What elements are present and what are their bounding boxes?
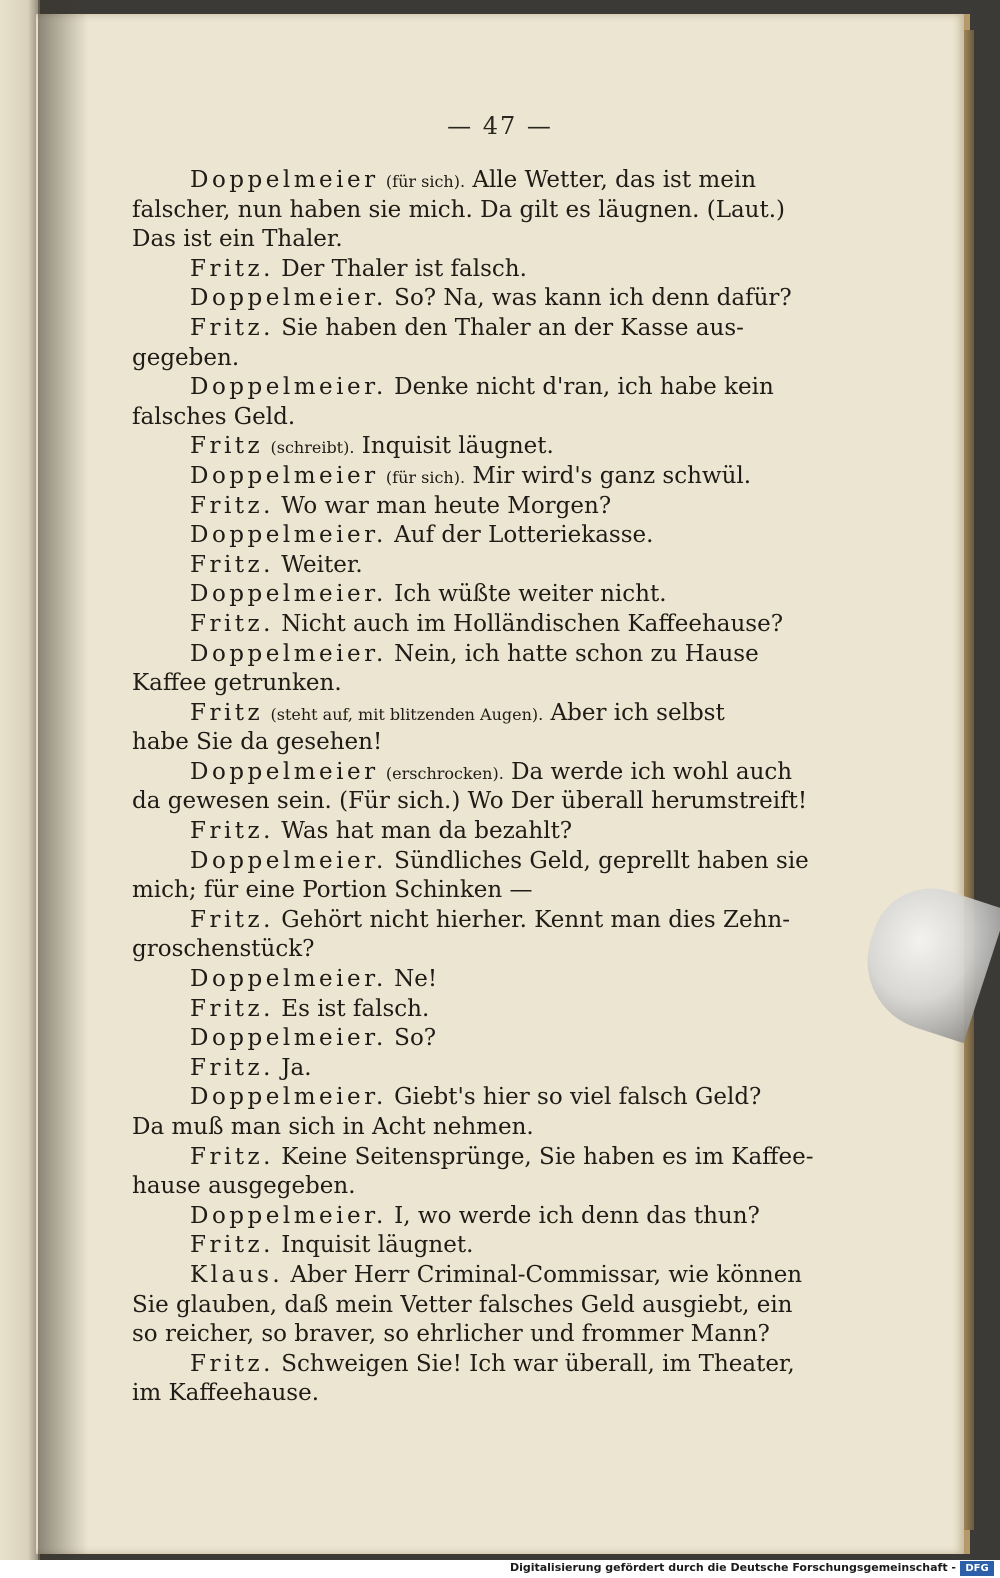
- text-line: [132, 1202, 832, 1232]
- speaker-name: Fritz.: [190, 610, 274, 637]
- text-line: [132, 1231, 832, 1261]
- text-line: [132, 462, 832, 492]
- speaker-name: Doppelmeier.: [190, 847, 387, 874]
- stage-direction: (für sich).: [385, 172, 466, 191]
- speaker-name: Doppelmeier.: [190, 581, 387, 608]
- line-text: Da muß man sich in Acht nehmen.: [132, 1114, 534, 1140]
- line-text: Sie haben den Thaler an der Kasse aus-: [273, 314, 744, 341]
- speaker-name: Fritz.: [190, 314, 274, 341]
- speaker-name: Klaus.: [190, 1261, 284, 1288]
- speaker-name: Fritz.: [190, 255, 274, 282]
- facing-page-edge: [0, 0, 40, 1560]
- line-text: Denke nicht d'ran, ich habe kein: [386, 374, 774, 401]
- text-line: [132, 225, 832, 255]
- text-line: [132, 669, 832, 699]
- speaker-name: Fritz.: [190, 906, 274, 933]
- speaker-name: Fritz.: [190, 995, 274, 1022]
- speaker-name: Doppelmeier.: [190, 285, 387, 312]
- text-line: [132, 432, 832, 462]
- book-page: [36, 14, 970, 1554]
- text-line: [132, 610, 832, 640]
- line-text: Das ist ein Thaler.: [132, 226, 343, 253]
- text-line: [132, 758, 832, 788]
- text-line: [132, 580, 832, 610]
- text-line: [132, 344, 832, 374]
- text-line: [132, 1024, 832, 1054]
- stage-direction: (steht auf, mit blitzenden Augen).: [270, 704, 544, 724]
- line-text: im Kaffeehause.: [132, 1380, 319, 1407]
- speaker-name: Doppelmeier.: [190, 1202, 387, 1229]
- speaker-name: Fritz.: [190, 1232, 274, 1259]
- line-text: Inquisit läugnet.: [354, 433, 554, 460]
- speaker-name: Fritz.: [190, 1054, 274, 1081]
- line-text: So?: [386, 1025, 437, 1052]
- line-text: I, wo werde ich denn das thun?: [386, 1202, 760, 1229]
- text-line: [132, 1379, 832, 1409]
- text-line: [132, 1320, 832, 1350]
- speaker-name: Doppelmeier.: [190, 966, 387, 993]
- line-text: so reicher, so braver, so ehrlicher und frommer Mann?: [132, 1321, 770, 1348]
- speaker-name: Doppelmeier.: [190, 522, 387, 549]
- speaker-name: Fritz.: [190, 818, 274, 845]
- page-stack-edge: [964, 30, 974, 1530]
- line-text: Da werde ich wohl auch: [503, 758, 793, 785]
- line-text: falscher, nun haben sie mich. Da gilt es läugnen. (Laut.): [132, 196, 786, 223]
- line-text: Mir wird's ganz schwül.: [465, 462, 752, 489]
- speaker-name: Fritz.: [190, 1143, 274, 1170]
- speaker-name: Doppelmeier: [190, 167, 379, 193]
- line-text: groschenstück?: [132, 936, 315, 963]
- line-text: gegeben.: [132, 344, 240, 371]
- text-line: [132, 935, 832, 965]
- speaker-name: Doppelmeier: [190, 758, 379, 785]
- line-text: Nein, ich hatte schon zu Hause: [386, 640, 759, 667]
- text-line: [132, 314, 832, 344]
- text-line: [132, 373, 832, 403]
- play-text: [132, 166, 832, 1409]
- text-line: [132, 551, 832, 581]
- text-line: [132, 492, 832, 522]
- text-line: [132, 728, 832, 758]
- text-line: [132, 965, 832, 995]
- text-line: [132, 166, 832, 196]
- line-text: Weiter.: [273, 551, 363, 578]
- line-text: Wo war man heute Morgen?: [273, 492, 612, 519]
- line-text: Der Thaler ist falsch.: [273, 255, 527, 282]
- line-text: Kaffee getrunken.: [132, 670, 342, 697]
- text-line: [132, 787, 832, 817]
- text-line: [132, 1143, 832, 1173]
- page-number: — 47 —: [447, 112, 553, 140]
- line-text: Ich wüßte weiter nicht.: [386, 581, 667, 608]
- gutter-shadow: [38, 0, 88, 1560]
- text-line: [132, 1172, 832, 1202]
- stage-direction: (erschrocken).: [385, 763, 504, 783]
- line-text: Keine Seitensprünge, Sie haben es im Kaffee-: [273, 1143, 814, 1170]
- line-text: mich; für eine Portion Schinken —: [132, 877, 533, 904]
- line-text: falsches Geld.: [132, 403, 296, 430]
- text-line: [132, 284, 832, 314]
- speaker-name: Fritz.: [190, 492, 274, 519]
- text-line: [132, 521, 832, 551]
- line-text: Gehört nicht hierher. Kennt man dies Zehn-: [273, 906, 790, 933]
- line-text: Ne!: [386, 966, 438, 993]
- line-text: Schweigen Sie! Ich war überall, im Theater,: [273, 1350, 795, 1377]
- line-text: So? Na, was kann ich denn dafür?: [386, 285, 792, 312]
- speaker-name: Fritz.: [190, 1350, 274, 1377]
- line-text: Aber ich selbst: [543, 699, 725, 726]
- line-text: Ja.: [273, 1054, 312, 1081]
- text-line: [132, 1054, 832, 1084]
- line-text: Alle Wetter, das ist mein: [465, 167, 757, 193]
- speaker-name: Fritz.: [190, 551, 274, 578]
- line-text: Nicht auch im Holländischen Kaffeehause?: [273, 610, 784, 637]
- line-text: Was hat man da bezahlt?: [273, 818, 573, 845]
- line-text: Auf der Lotteriekasse.: [386, 522, 654, 549]
- text-line: [132, 876, 832, 906]
- line-text: Sie glauben, daß mein Vetter falsches Geld ausgiebt, ein: [132, 1291, 793, 1318]
- line-text: Aber Herr Criminal-Commissar, wie können: [283, 1261, 803, 1288]
- text-line: [132, 1261, 832, 1291]
- text-line: [132, 1291, 832, 1321]
- speaker-name: Doppelmeier.: [190, 640, 387, 667]
- text-line: [132, 255, 832, 285]
- text-line: [132, 699, 832, 729]
- speaker-name: Doppelmeier.: [190, 1084, 387, 1111]
- dfg-logo: DFG: [960, 1561, 994, 1576]
- speaker-name: Fritz: [190, 699, 264, 726]
- line-text: da gewesen sein. (Für sich.) Wo Der überall herumstreift!: [132, 788, 808, 815]
- text-line: [132, 847, 832, 877]
- text-line: [132, 817, 832, 847]
- speaker-name: Doppelmeier.: [190, 374, 387, 401]
- line-text: Giebt's hier so viel falsch Geld?: [386, 1084, 762, 1111]
- text-line: [132, 196, 832, 226]
- line-text: habe Sie da gesehen!: [132, 729, 383, 756]
- line-text: hause ausgegeben.: [132, 1173, 356, 1200]
- text-line: [132, 906, 832, 936]
- text-line: [132, 1350, 832, 1380]
- line-text: Sündliches Geld, geprellt haben sie: [386, 847, 809, 874]
- line-text: Inquisit läugnet.: [273, 1232, 474, 1259]
- digitization-credit: Digitalisierung gefördert durch die Deutsche Forschungsgemeinschaft -: [509, 1561, 956, 1574]
- text-line: [132, 640, 832, 670]
- stage-direction: (für sich).: [385, 467, 466, 487]
- speaker-name: Fritz: [190, 433, 264, 460]
- text-line: [132, 403, 832, 433]
- speaker-name: Doppelmeier.: [190, 1025, 387, 1052]
- text-line: [132, 1083, 832, 1113]
- speaker-name: Doppelmeier: [190, 462, 379, 489]
- text-line: [132, 1113, 832, 1143]
- text-line: [132, 995, 832, 1025]
- stage-direction: (schreibt).: [270, 438, 355, 458]
- line-text: Es ist falsch.: [273, 995, 430, 1022]
